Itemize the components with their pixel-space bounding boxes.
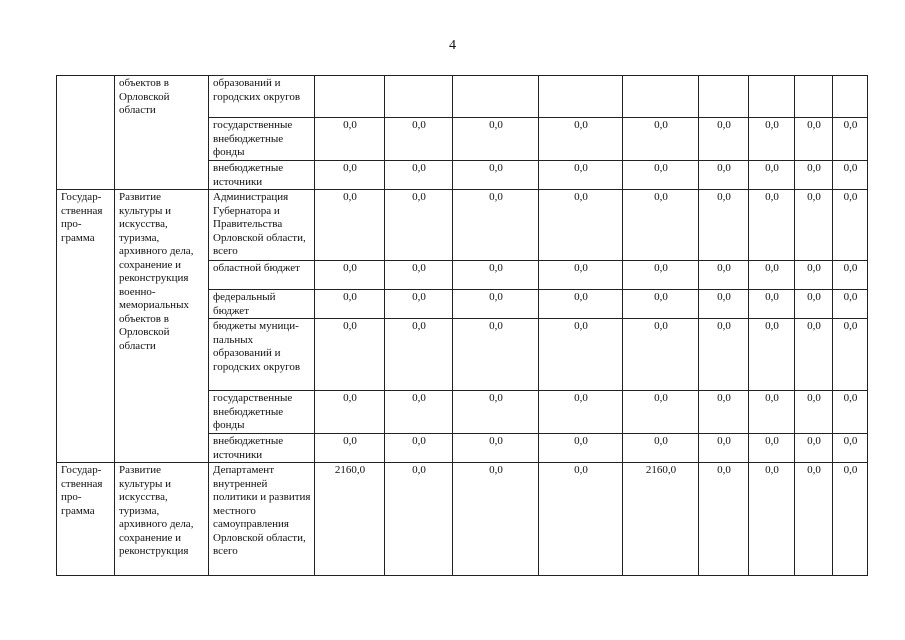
value-cell: 0,0 (539, 290, 623, 319)
value-cell: 0,0 (623, 118, 699, 161)
value-cell: 0,0 (453, 434, 539, 463)
value-cell: 0,0 (315, 118, 385, 161)
value-cell (795, 76, 833, 118)
value-cell: 0,0 (385, 118, 453, 161)
program-name-cell: Развитие культуры и искусства, туризма, архивного дела, сохранение и реконструкция военно-мемориальных объектов в Орловской области (115, 190, 209, 463)
value-cell: 0,0 (833, 434, 868, 463)
value-cell: 0,0 (453, 161, 539, 190)
program-type-cell (57, 76, 115, 190)
value-cell: 0,0 (539, 391, 623, 434)
value-cell: 0,0 (539, 190, 623, 261)
value-cell: 0,0 (453, 290, 539, 319)
value-cell: 0,0 (795, 118, 833, 161)
value-cell: 0,0 (795, 261, 833, 290)
funding-source-cell: бюджеты муници-пальных образований и городских округов (209, 319, 315, 391)
value-cell: 0,0 (385, 190, 453, 261)
value-cell: 0,0 (539, 118, 623, 161)
value-cell: 0,0 (749, 261, 795, 290)
value-cell: 0,0 (623, 190, 699, 261)
funding-source-cell: внебюджетные источники (209, 434, 315, 463)
value-cell: 0,0 (699, 463, 749, 576)
value-cell: 0,0 (315, 434, 385, 463)
value-cell: 0,0 (833, 391, 868, 434)
value-cell: 0,0 (623, 434, 699, 463)
value-cell: 0,0 (833, 261, 868, 290)
value-cell (453, 76, 539, 118)
value-cell: 0,0 (385, 391, 453, 434)
funding-source-cell: государственные внебюджетные фонды (209, 391, 315, 434)
value-cell: 0,0 (699, 434, 749, 463)
page-number: 4 (449, 38, 456, 53)
value-cell: 0,0 (699, 319, 749, 391)
value-cell: 2160,0 (623, 463, 699, 576)
funding-source-cell: образований и городских округов (209, 76, 315, 118)
table-row (57, 463, 868, 576)
value-cell: 0,0 (699, 391, 749, 434)
value-cell: 0,0 (453, 319, 539, 391)
table-row (57, 76, 868, 118)
value-cell (749, 76, 795, 118)
funding-source-cell: областной бюджет (209, 261, 315, 290)
value-cell: 0,0 (795, 161, 833, 190)
value-cell (623, 76, 699, 118)
value-cell: 0,0 (385, 463, 453, 576)
value-cell: 0,0 (833, 190, 868, 261)
funding-source-cell: федеральный бюджет (209, 290, 315, 319)
funding-source-cell: Администрация Губернатора и Правительства Орловской области, всего (209, 190, 315, 261)
program-name-cell: объектов в Орловской области (115, 76, 209, 190)
value-cell: 0,0 (699, 261, 749, 290)
value-cell: 0,0 (453, 261, 539, 290)
value-cell: 0,0 (749, 463, 795, 576)
value-cell (385, 76, 453, 118)
value-cell: 0,0 (385, 319, 453, 391)
value-cell (539, 76, 623, 118)
value-cell: 0,0 (833, 290, 868, 319)
value-cell: 0,0 (539, 161, 623, 190)
value-cell: 2160,0 (315, 463, 385, 576)
value-cell: 0,0 (699, 161, 749, 190)
value-cell: 0,0 (385, 161, 453, 190)
value-cell: 0,0 (539, 261, 623, 290)
value-cell: 0,0 (539, 463, 623, 576)
value-cell: 0,0 (749, 391, 795, 434)
value-cell: 0,0 (385, 261, 453, 290)
funding-source-cell: Департамент внутренней политики и развития местного самоуправления Орловской области, всего (209, 463, 315, 576)
value-cell: 0,0 (833, 463, 868, 576)
value-cell: 0,0 (385, 290, 453, 319)
value-cell: 0,0 (315, 391, 385, 434)
table-row (57, 190, 868, 261)
value-cell: 0,0 (539, 434, 623, 463)
value-cell: 0,0 (833, 319, 868, 391)
value-cell: 0,0 (749, 290, 795, 319)
value-cell: 0,0 (315, 190, 385, 261)
value-cell: 0,0 (795, 434, 833, 463)
value-cell: 0,0 (749, 319, 795, 391)
value-cell: 0,0 (749, 161, 795, 190)
value-cell: 0,0 (385, 434, 453, 463)
value-cell: 0,0 (749, 434, 795, 463)
value-cell: 0,0 (539, 319, 623, 391)
funding-source-cell: государственные внебюджетные фонды (209, 118, 315, 161)
value-cell: 0,0 (623, 319, 699, 391)
value-cell: 0,0 (749, 118, 795, 161)
value-cell: 0,0 (623, 391, 699, 434)
value-cell: 0,0 (315, 261, 385, 290)
value-cell: 0,0 (833, 161, 868, 190)
value-cell: 0,0 (623, 161, 699, 190)
value-cell: 0,0 (453, 118, 539, 161)
value-cell: 0,0 (795, 319, 833, 391)
value-cell: 0,0 (453, 463, 539, 576)
program-type-cell: Государ-ственная про-грамма (57, 190, 115, 463)
value-cell: 0,0 (795, 190, 833, 261)
value-cell: 0,0 (315, 161, 385, 190)
value-cell: 0,0 (623, 261, 699, 290)
value-cell: 0,0 (699, 118, 749, 161)
value-cell: 0,0 (795, 290, 833, 319)
value-cell: 0,0 (315, 319, 385, 391)
value-cell: 0,0 (699, 290, 749, 319)
value-cell: 0,0 (699, 190, 749, 261)
value-cell: 0,0 (623, 290, 699, 319)
budget-table (56, 75, 868, 576)
value-cell: 0,0 (453, 391, 539, 434)
program-type-cell: Государ-ственная про-грамма (57, 463, 115, 576)
value-cell (699, 76, 749, 118)
value-cell (833, 76, 868, 118)
value-cell: 0,0 (795, 391, 833, 434)
value-cell: 0,0 (315, 290, 385, 319)
value-cell: 0,0 (833, 118, 868, 161)
program-name-cell: Развитие культуры и искусства, туризма, архивного дела, сохранение и реконструкция (115, 463, 209, 576)
value-cell (315, 76, 385, 118)
funding-source-cell: внебюджетные источники (209, 161, 315, 190)
value-cell: 0,0 (795, 463, 833, 576)
value-cell: 0,0 (453, 190, 539, 261)
value-cell: 0,0 (749, 190, 795, 261)
